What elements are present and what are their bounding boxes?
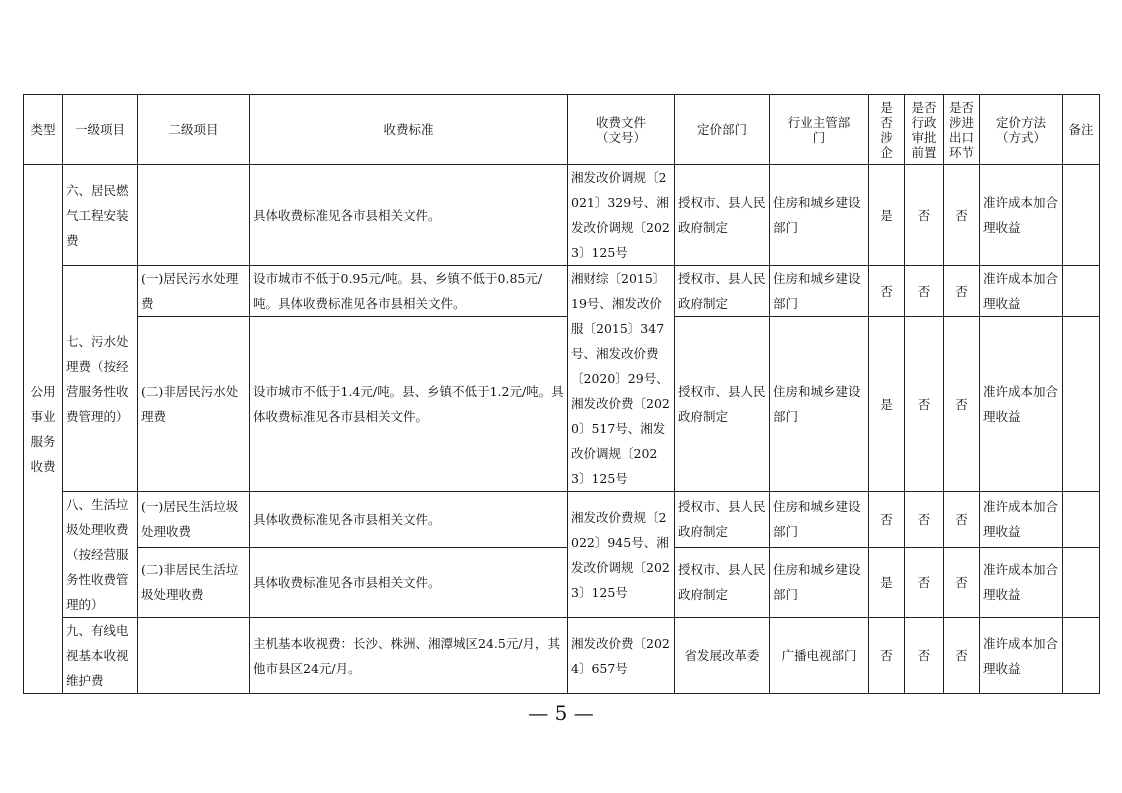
enterprise-cell: 否 <box>869 492 905 548</box>
standard-cell: 具体收费标准见各市县相关文件。 <box>250 492 568 548</box>
header-standard: 收费标准 <box>250 95 568 165</box>
industry-cell: 住房和城乡建设部门 <box>770 266 869 317</box>
header-level1: 一级项目 <box>63 95 138 165</box>
remark-cell <box>1063 547 1100 617</box>
remark-cell <box>1063 317 1100 492</box>
method-cell: 准许成本加合理收益 <box>980 165 1063 266</box>
industry-cell: 住房和城乡建设部门 <box>770 547 869 617</box>
industry-cell: 广播电视部门 <box>770 618 869 694</box>
table-row <box>24 165 1100 266</box>
enterprise-cell: 是 <box>869 547 905 617</box>
level2-cell <box>138 165 250 266</box>
dept-cell: 省发展改革委 <box>675 618 770 694</box>
table-row <box>24 317 1100 492</box>
enterprise-cell: 是 <box>869 317 905 492</box>
approval-cell: 否 <box>905 618 944 694</box>
remark-cell <box>1063 492 1100 548</box>
dept-cell: 授权市、县人民政府制定 <box>675 317 770 492</box>
method-cell: 准许成本加合理收益 <box>980 492 1063 548</box>
level1-cell: 七、污水处理费（按经营服务性收费管理的） <box>63 266 138 492</box>
approval-cell: 否 <box>905 266 944 317</box>
standard-cell: 主机基本收视费：长沙、株洲、湘潭城区24.5元/月，其他市县区24元/月。 <box>250 618 568 694</box>
level2-cell: (二)非居民污水处理费 <box>138 317 250 492</box>
table-row <box>24 492 1100 548</box>
method-cell: 准许成本加合理收益 <box>980 317 1063 492</box>
enterprise-cell: 否 <box>869 266 905 317</box>
category-cell: 公用事业服务收费 <box>24 165 63 694</box>
method-cell: 准许成本加合理收益 <box>980 618 1063 694</box>
approval-cell: 否 <box>905 165 944 266</box>
industry-cell: 住房和城乡建设部门 <box>770 317 869 492</box>
doc-cell: 湘发改价调规〔2021〕329号、湘发改价调规〔2023〕125号 <box>568 165 675 266</box>
table-row <box>24 618 1100 694</box>
doc-cell: 湘发改价费〔2024〕657号 <box>568 618 675 694</box>
level1-cell: 八、生活垃圾处理收费（按经营服务性收费管理的） <box>63 492 138 618</box>
import-export-cell: 否 <box>944 317 980 492</box>
level2-cell: (二)非居民生活垃圾处理收费 <box>138 547 250 617</box>
page-number: — 5 — <box>528 701 594 725</box>
header-remark: 备注 <box>1063 95 1100 165</box>
level2-cell: (一)居民生活垃圾处理收费 <box>138 492 250 548</box>
import-export-cell: 否 <box>944 266 980 317</box>
import-export-cell: 否 <box>944 165 980 266</box>
header-doc: 收费文件（文号） <box>568 95 675 165</box>
header-type: 类型 <box>24 95 63 165</box>
header-enterprise: 是否涉企 <box>869 95 905 165</box>
dept-cell: 授权市、县人民政府制定 <box>675 492 770 548</box>
table-row <box>24 266 1100 317</box>
approval-cell: 否 <box>905 317 944 492</box>
import-export-cell: 否 <box>944 547 980 617</box>
header-method: 定价方法（方式） <box>980 95 1063 165</box>
table-row <box>24 547 1100 617</box>
method-cell: 准许成本加合理收益 <box>980 266 1063 317</box>
level2-cell <box>138 618 250 694</box>
import-export-cell: 否 <box>944 492 980 548</box>
dept-cell: 授权市、县人民政府制定 <box>675 165 770 266</box>
dept-cell: 授权市、县人民政府制定 <box>675 266 770 317</box>
dept-cell: 授权市、县人民政府制定 <box>675 547 770 617</box>
standard-cell: 具体收费标准见各市县相关文件。 <box>250 547 568 617</box>
standard-cell: 设市城市不低于1.4元/吨。县、乡镇不低于1.2元/吨。具体收费标准见各市县相关文件。 <box>250 317 568 492</box>
industry-cell: 住房和城乡建设部门 <box>770 165 869 266</box>
header-level2: 二级项目 <box>138 95 250 165</box>
method-cell: 准许成本加合理收益 <box>980 547 1063 617</box>
header-dept: 定价部门 <box>675 95 770 165</box>
header-industry: 行业主管部门 <box>770 95 869 165</box>
doc-cell: 湘财综〔2015〕19号、湘发改价服〔2015〕347号、湘发改价费〔2020〕29号、湘发改价费〔2020〕517号、湘发改价调规〔2023〕125号 <box>568 266 675 492</box>
level1-cell: 六、居民燃气工程安装费 <box>63 165 138 266</box>
industry-cell: 住房和城乡建设部门 <box>770 492 869 548</box>
remark-cell <box>1063 165 1100 266</box>
header-approval: 是否行政审批前置 <box>905 95 944 165</box>
approval-cell: 否 <box>905 492 944 548</box>
header-row <box>24 95 1100 165</box>
enterprise-cell: 否 <box>869 618 905 694</box>
remark-cell <box>1063 618 1100 694</box>
remark-cell <box>1063 266 1100 317</box>
standard-cell: 设市城市不低于0.95元/吨。县、乡镇不低于0.85元/吨。具体收费标准见各市县相关文件。 <box>250 266 568 317</box>
header-import-export: 是否涉进出口环节 <box>944 95 980 165</box>
level1-cell: 九、有线电视基本收视维护费 <box>63 618 138 694</box>
standard-cell: 具体收费标准见各市县相关文件。 <box>250 165 568 266</box>
enterprise-cell: 是 <box>869 165 905 266</box>
fee-table <box>23 94 1100 694</box>
level2-cell: (一)居民污水处理费 <box>138 266 250 317</box>
import-export-cell: 否 <box>944 618 980 694</box>
approval-cell: 否 <box>905 547 944 617</box>
doc-cell: 湘发改价费规〔2022〕945号、湘发改价调规〔2023〕125号 <box>568 492 675 618</box>
